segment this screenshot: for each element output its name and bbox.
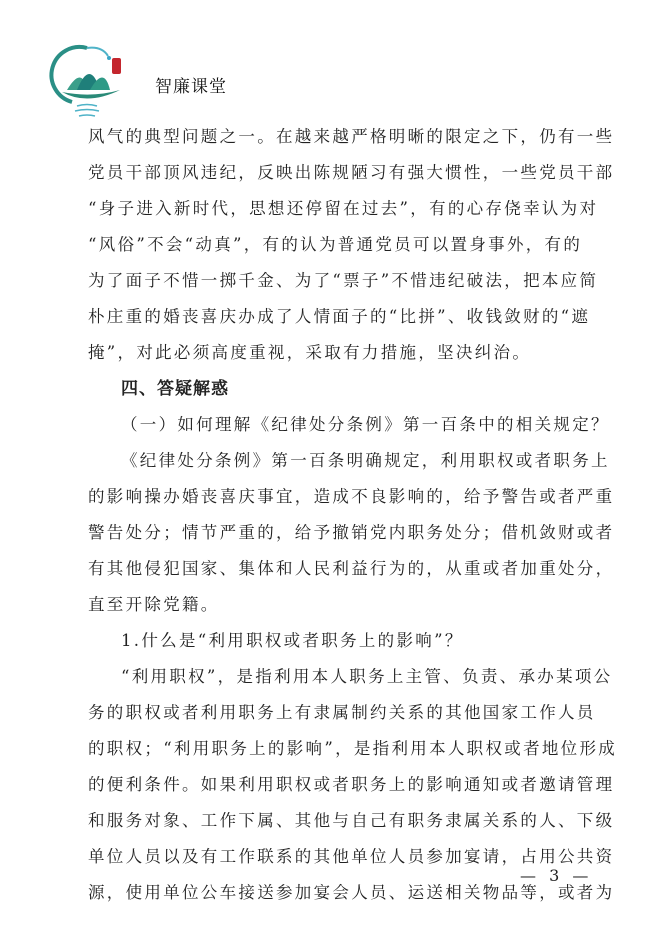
text-line: 掩”，对此必须高度重视，采取有力措施，坚决纠治。 [88, 343, 532, 362]
text-line: “身子进入新时代，思想还停留在过去”，有的心存侥幸认为对 [88, 199, 599, 218]
text-line: 党员干部顶风违纪，反映出陈规陋习有强大惯性，一些党员干部 [88, 163, 615, 182]
subsection-heading: （一）如何理解《纪律处分条例》第一百条中的相关规定？ [121, 415, 610, 434]
text-line: 《纪律处分条例》第一百条明确规定，利用职权或者职务上 [121, 451, 610, 470]
text-line: 风气的典型问题之一。在越来越严格明晰的限定之下，仍有一些 [88, 127, 615, 146]
text-line: 单位人员以及有工作联系的其他单位人员参加宴请，占用公共资 [88, 847, 615, 866]
document-body [88, 119, 618, 911]
text-line: 朴庄重的婚丧喜庆办成了人情面子的“比拼”、收钱敛财的“遮 [88, 307, 591, 326]
text-line: 警告处分；情节严重的，给予撤销党内职务处分；借机敛财或者 [88, 523, 615, 542]
text-line: 的职权；“利用职务上的影响”，是指利用本人职权或者地位形成 [88, 739, 618, 758]
text-line: 源，使用单位公车接送参加宴会人员、运送相关物品等，或者为 [88, 883, 615, 902]
text-line: 为了面子不惜一掷千金、为了“票子”不惜违纪破法，把本应简 [88, 271, 599, 290]
page-header [30, 38, 230, 120]
text-line: 的影响操办婚丧喜庆事宜，造成不良影响的，给予警告或者严重 [88, 487, 615, 506]
text-line: “风俗”不会“动真”，有的认为普通党员可以置身事外，有的 [88, 235, 583, 254]
brand-name: 智廉课堂 [155, 77, 227, 97]
question-heading: 1.什么是“利用职权或者职务上的影响”？ [121, 631, 464, 650]
lotus-logo-icon [42, 40, 132, 120]
section-heading: 四、答疑解惑 [121, 379, 229, 399]
text-line: “利用职权”，是指利用本人职务上主管、负责、承办某项公 [121, 667, 613, 686]
text-line: 有其他侵犯国家、集体和人民利益行为的，从重或者加重处分， [88, 559, 615, 578]
text-line: 务的职权或者利用职务上有隶属制约关系的其他国家工作人员 [88, 703, 596, 722]
page-number: — 3 — [520, 866, 593, 885]
text-line: 的便利条件。如果利用职权或者职务上的影响通知或者邀请管理 [88, 775, 615, 794]
text-line: 和服务对象、工作下属、其他与自己有职务隶属关系的人、下级 [88, 811, 615, 830]
seal-icon [112, 58, 121, 74]
text-line: 直至开除党籍。 [88, 595, 220, 614]
